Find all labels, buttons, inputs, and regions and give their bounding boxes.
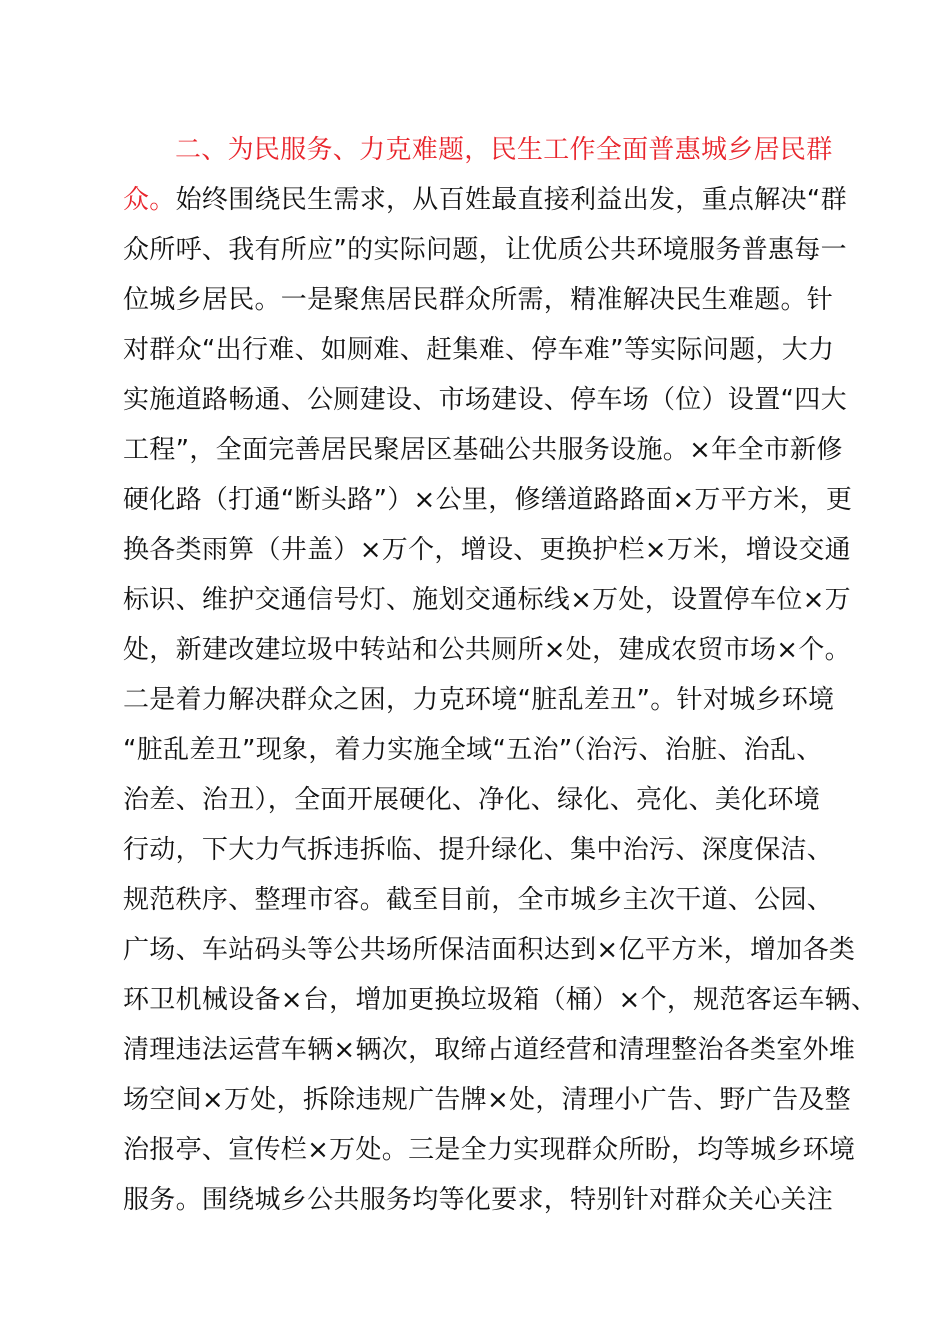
text-line-18: 环卫机械设备×台，增加更换垃圾箱（桶）×个，规范客运车辆、 <box>123 985 878 1015</box>
text-line-13: “脏乱差丑”现象，着力实施全域“五治”（治污、治脏、治乱、 <box>123 735 823 765</box>
paragraph-text: 始终围绕民生需求，从百姓最直接利益出发，重点解决“群 <box>175 185 847 215</box>
text-line-8: 硬化路（打通“断头路”）×公里，修缮道路路面×万平方米，更 <box>123 485 853 515</box>
text-line-15: 行动，下大力气拆违拆临、提升绿化、集中治污、深度保洁、 <box>123 835 834 865</box>
text-line-9: 换各类雨箅（井盖）×万个，增设、更换护栏×万米，增设交通 <box>123 535 851 565</box>
text-line-2 <box>123 180 847 220</box>
text-line-6: 实施道路畅通、公厕建设、市场建设、停车场（位）设置“四大 <box>123 385 847 415</box>
text-line-11: 处，新建改建垃圾中转站和公共厕所×处，建成农贸市场×个。 <box>123 635 851 665</box>
text-line-12: 二是着力解决群众之困，力克环境“脏乱差丑”。针对城乡环境 <box>123 685 835 715</box>
text-line-7: 工程”，全面完善居民聚居区基础公共服务设施。×年全市新修 <box>123 435 843 465</box>
text-line-17: 广场、车站码头等公共场所保洁面积达到×亿平方米，增加各类 <box>123 935 856 965</box>
text-line-20: 场空间×万处，拆除违规广告牌×处，清理小广告、野广告及整 <box>123 1085 851 1115</box>
text-line-19: 清理违法运营车辆×辆次，取缔占道经营和清理整治各类室外堆 <box>123 1035 856 1065</box>
text-line-16: 规范秩序、整理市容。截至目前，全市城乡主次干道、公园、 <box>123 885 834 915</box>
text-line-21: 治报亭、宣传栏×万处。三是全力实现群众所盼，均等城乡环境 <box>123 1135 856 1165</box>
text-line-22: 服务。围绕城乡公共服务均等化要求，特别针对群众关心关注 <box>123 1185 834 1215</box>
text-line-3: 众所呼、我有所应”的实际问题，让优质公共环境服务普惠每一 <box>123 235 847 265</box>
text-line-10: 标识、维护交通信号灯、施划交通标线×万处，设置停车位×万 <box>123 585 851 615</box>
text-line-4: 位城乡居民。一是聚焦居民群众所需，精准解决民生难题。针 <box>123 285 834 315</box>
section-heading-end: 众。 <box>123 185 176 215</box>
text-line-5: 对群众“出行难、如厕难、赶集难、停车难”等实际问题，大力 <box>123 335 835 365</box>
section-heading: 二、为民服务、力克难题，民生工作全面普惠城乡居民群 <box>175 135 833 165</box>
text-line-14: 治差、治丑），全面开展硬化、净化、绿化、亮化、美化环境 <box>123 785 821 815</box>
heading-line-1 <box>175 130 833 170</box>
